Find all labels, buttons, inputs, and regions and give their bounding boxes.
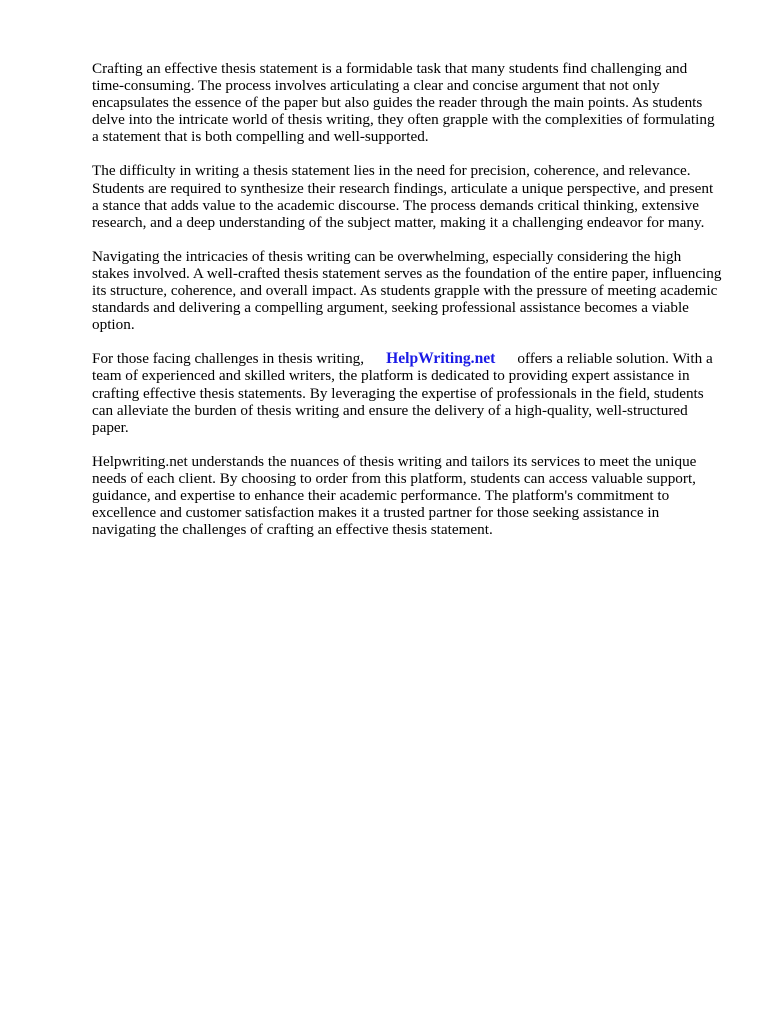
paragraph-text-after-link: offers a reliable solution. With a team of experienced and skilled writers, the platform is dedicated to providing expert assistance in crafting effective thesis statements. By leveraging the expertise of professionals in the field, students can alleviate the burden of thesis writing and ensure the delivery of a high-quality, well-structured paper. xyxy=(92,350,713,436)
paragraph-text-before-link: For those facing challenges in thesis writing, xyxy=(92,350,365,368)
helpwriting-link[interactable]: HelpWriting.net xyxy=(386,350,496,368)
paragraph-helpwriting xyxy=(92,350,722,435)
paragraph-intro: Crafting an effective thesis statement is a formidable task that many students find challenging and time-consuming. The process involves articulating a clear and concise argument that not only encapsulates the essence of the paper but also guides the reader through the main points. As students delve into the intricate world of thesis writing, they often grapple with the complexities of formulating a statement that is both compelling and well-supported. xyxy=(92,60,715,146)
paragraph-difficulty: The difficulty in writing a thesis statement lies in the need for precision, coherence, and relevance. Students are required to synthesize their research findings, articulate a unique perspective, and present a stance that adds value to the academic discourse. The process demands critical thinking, extensive research, and a deep understanding of the subject matter, making it a challenging endeavor for many. xyxy=(92,162,714,231)
document-body xyxy=(92,60,722,555)
paragraph-closing: Helpwriting.net understands the nuances of thesis writing and tailors its services to meet the unique needs of each client. By choosing to order from this platform, students can access valuable support, guidance, and expertise to enhance their academic performance. The platform's commitment to excellence and customer satisfaction makes it a trusted partner for those seeking assistance in navigating the challenges of crafting an effective thesis statement. xyxy=(92,452,697,539)
paragraph-navigating: Navigating the intricacies of thesis writing can be overwhelming, especially considering the high stakes involved. A well-crafted thesis statement serves as the foundation of the entire paper, influencing its structure, coherence, and overall impact. As students grapple with the pressure of meeting academic standards and delivering a compelling argument, seeking professional assistance becomes a viable option. xyxy=(92,247,722,334)
